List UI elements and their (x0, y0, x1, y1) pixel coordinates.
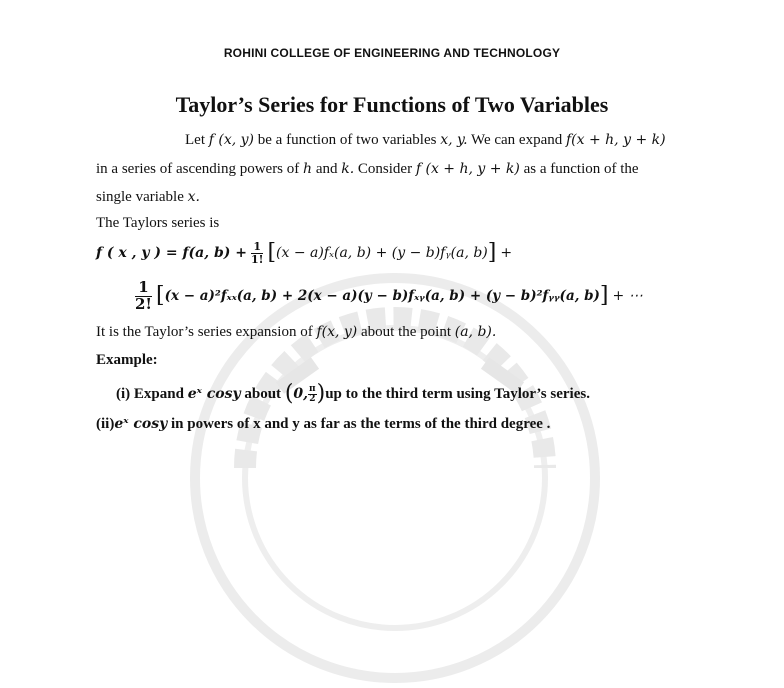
intro-text: single variable (96, 189, 184, 205)
conclusion-text: about the point (361, 324, 451, 340)
intro-text: as a function of the (523, 161, 639, 177)
ellipsis-tail: + ⋯ (612, 287, 643, 304)
math-h: h (303, 161, 313, 177)
example-text: in powers of x and y as far as the terms of the third degree . (171, 416, 551, 432)
right-paren: ) (316, 381, 326, 406)
taylor-formula-line-2 (135, 280, 643, 313)
example-text: (ii) (96, 416, 115, 432)
fraction-numerator: 1 (135, 280, 152, 297)
plus-sign: + (500, 245, 513, 261)
series-label: The Taylors series is (96, 215, 220, 231)
math-exp-cos: eˣ cosy (187, 386, 241, 402)
math-point: (a, b). (454, 324, 497, 340)
left-bracket: [ (156, 282, 165, 308)
intro-text: in a series of ascending powers of (96, 161, 300, 177)
intro-line-1 (185, 132, 666, 149)
intro-text: We can expand (471, 132, 563, 148)
intro-text: be a function of two variables (257, 132, 437, 148)
example-1 (116, 381, 590, 406)
math-fxy: f (x, y) (208, 132, 255, 148)
right-bracket: ] (487, 240, 497, 265)
math-f-shifted: f (x + h, y + k) (415, 161, 520, 177)
math-fxy: f(x, y) (316, 324, 358, 340)
math-k: k. (341, 161, 355, 177)
right-bracket: ] (599, 282, 609, 308)
math-exp-cos: eˣ cosy (114, 416, 168, 432)
conclusion-text: It is the Taylor’s series expansion of (96, 324, 313, 340)
math-f-shifted: f(x + h, y + k) (566, 132, 666, 148)
first-order-terms: (x − a)fₓ(a, b) + (y − b)fᵧ(a, b) (276, 245, 488, 261)
intro-line-3 (96, 189, 200, 206)
math-xy: x, y. (440, 132, 468, 148)
example-text: (i) Expand (116, 386, 184, 402)
example-2 (96, 416, 550, 433)
fraction-denominator: 1! (250, 252, 264, 266)
fraction-numerator: π (309, 383, 316, 394)
fraction-pi-over-two (308, 385, 317, 405)
example-text: up to the third term using Taylor’s series. (325, 386, 590, 402)
formula-lhs: f ( x , y ) = f(a, b) + (96, 245, 247, 261)
left-paren: ( (284, 381, 294, 406)
intro-text: and (315, 161, 338, 177)
fraction-numerator: 1 (251, 241, 263, 254)
taylor-formula-line-1 (96, 240, 512, 265)
example-label: Example: (96, 352, 158, 368)
fraction-one-over-one-factorial (251, 241, 263, 265)
fraction-denominator: 2! (135, 294, 153, 313)
math-point-x: 0, (293, 386, 309, 402)
fraction-denominator: 2 (309, 394, 316, 405)
example-text: about (244, 386, 282, 402)
intro-line-2 (96, 161, 639, 178)
math-x: x. (187, 189, 200, 205)
intro-text: Let (185, 132, 205, 148)
fraction-one-over-two-factorial (135, 280, 152, 313)
page-title: Taylor’s Series for Functions of Two Variables (175, 92, 609, 117)
left-bracket: [ (267, 240, 277, 265)
conclusion-line (96, 324, 496, 341)
college-header: ROHINI COLLEGE OF ENGINEERING AND TECHNOLOGY (223, 46, 561, 60)
intro-text: Consider (357, 161, 413, 177)
second-order-terms: (x − a)²fₓₓ(a, b) + 2(x − a)(y − b)fₓᵧ(a, b) + (y − b)²fᵧᵧ(a, b) (164, 287, 600, 304)
